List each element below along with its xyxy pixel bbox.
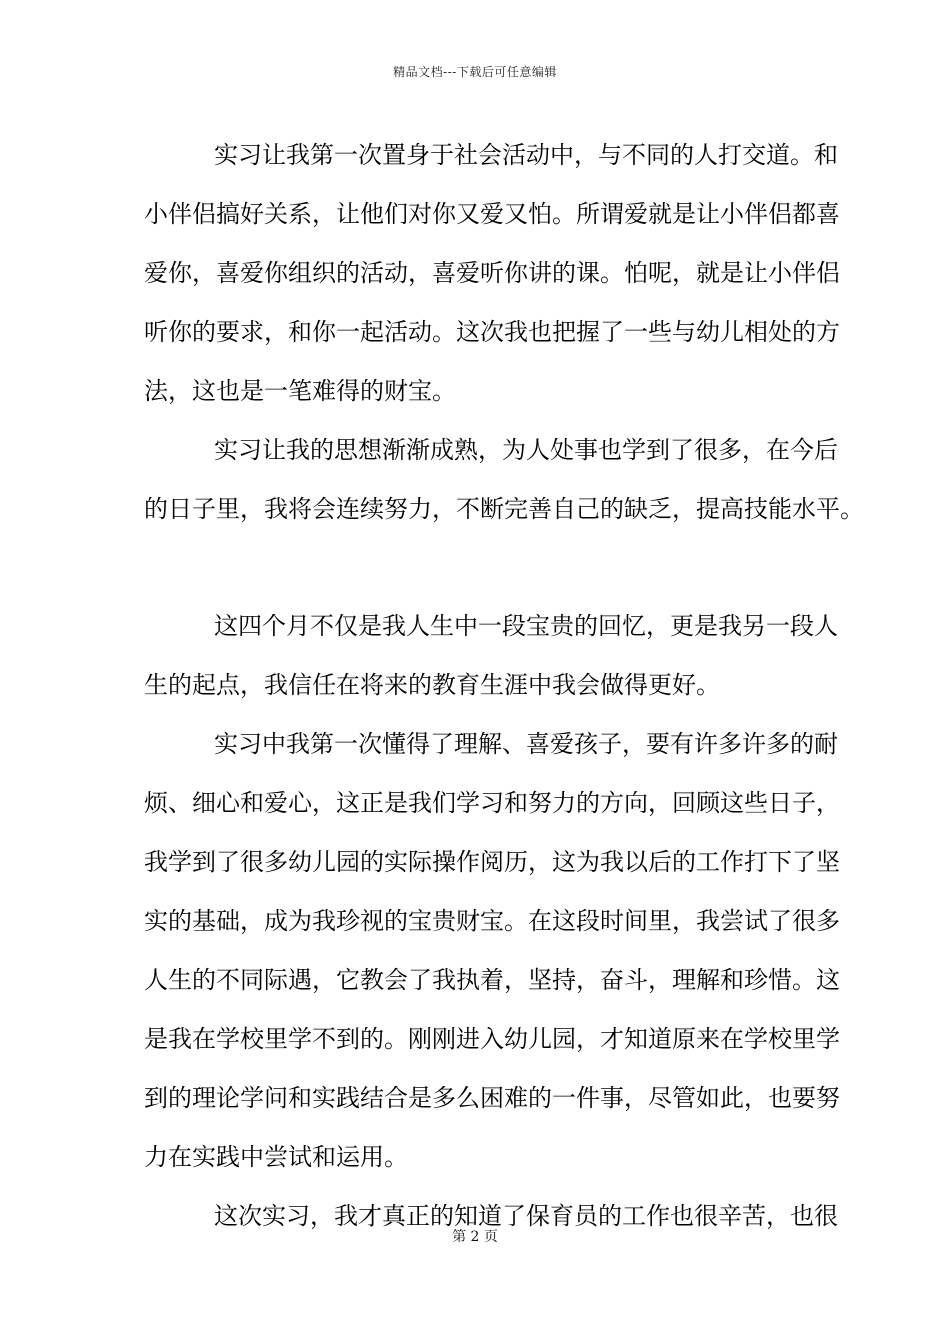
text-line: 法，这也是一笔难得的财宝。 [144, 377, 456, 405]
document-body [144, 126, 864, 1246]
page-header: 精品文档---下载后可任意编辑 [393, 65, 557, 79]
text-line: 实习让我的思想渐渐成熟，为人处事也学到了很多，在今后 [214, 436, 838, 464]
text-line: 力在实践中尝试和运用。 [144, 1143, 408, 1171]
paragraph-1 [144, 126, 840, 421]
text-line: 实的基础，成为我珍视的宝贵财宝。在这段时间里，我尝试了很多 [144, 907, 840, 935]
text-line: 我学到了很多幼儿园的实际操作阅历，这为我以后的工作打下了坚 [144, 848, 840, 876]
text-line: 是我在学校里学不到的。刚刚进入幼儿园，才知道原来在学校里学 [144, 1025, 840, 1053]
text-line: 烦、细心和爱心，这正是我们学习和努力的方向，回顾这些日子， [144, 789, 840, 817]
page-number: 第 2 页 [452, 1229, 498, 1245]
text-line: 人生的不同际遇，它教会了我执着，坚持，奋斗，理解和珍惜。这 [144, 966, 840, 994]
paragraph-4 [144, 715, 840, 1187]
text-line: 的日子里，我将会连续努力，不断完善自己的缺乏，提高技能水平。 [144, 495, 864, 523]
paragraph-gap [144, 539, 808, 597]
text-line: 生的起点，我信任在将来的教育生涯中我会做得更好。 [144, 671, 720, 699]
paragraph-3 [144, 597, 838, 715]
text-line: 实习中我第一次懂得了理解、喜爱孩子，要有许多许多的耐 [214, 730, 838, 758]
text-line: 这次实习，我才真正的知道了保育员的工作也很辛苦，也很 [214, 1202, 838, 1230]
text-line: 这四个月不仅是我人生中一段宝贵的回忆，更是我另一段人 [214, 612, 838, 640]
text-line: 爱你，喜爱你组织的活动，喜爱听你讲的课。怕呢，就是让小伴侣 [144, 259, 840, 287]
paragraph-2 [144, 421, 864, 539]
text-line: 实习让我第一次置身于社会活动中，与不同的人打交道。和 [214, 141, 838, 169]
text-line: 听你的要求，和你一起活动。这次我也把握了一些与幼儿相处的方 [144, 318, 840, 346]
text-line: 到的理论学问和实践结合是多么困难的一件事，尽管如此，也要努 [144, 1084, 840, 1112]
text-line: 小伴侣搞好关系，让他们对你又爱又怕。所谓爱就是让小伴侣都喜 [144, 200, 840, 228]
